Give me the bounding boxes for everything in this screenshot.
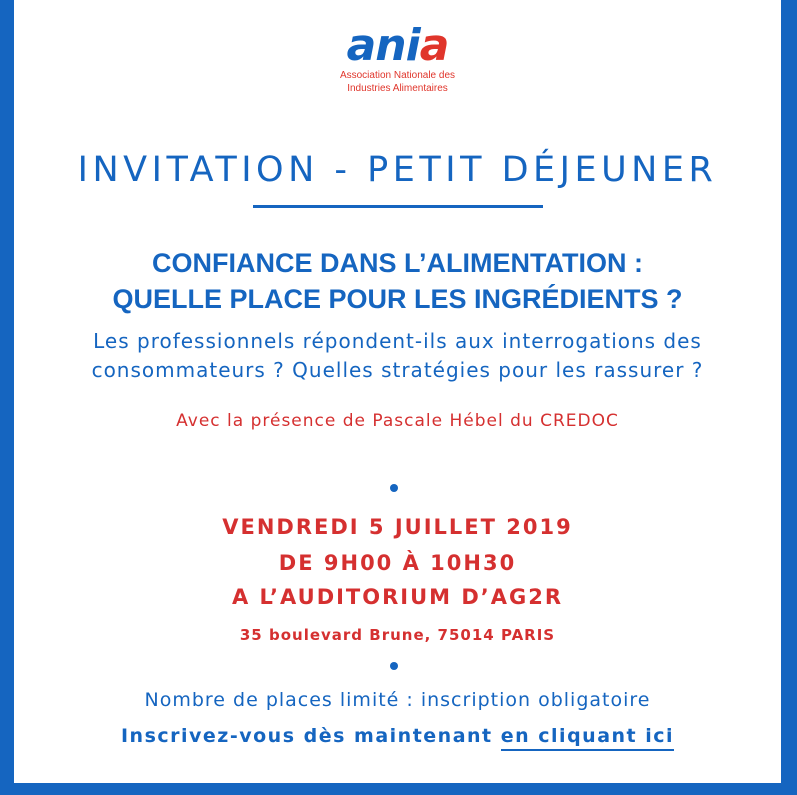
signup-link[interactable]: en cliquant ici xyxy=(501,725,674,751)
event-date: VENDREDI 5 JUILLET 2019 xyxy=(222,515,573,539)
signup-text: Inscrivez-vous dès maintenant xyxy=(120,725,493,747)
subtitle xyxy=(14,245,781,317)
logo-subtitle-line1: Association Nationale des xyxy=(339,70,456,81)
places-limited-notice: Nombre de places limité : inscription obligatoire xyxy=(144,689,651,711)
title-underline xyxy=(253,205,543,208)
logo-word-main: ani xyxy=(346,20,420,71)
question-line1: Les professionnels répondent-ils aux interrogations des xyxy=(93,329,702,353)
question-line2: consommateurs ? Quelles stratégies pour les rassurer ? xyxy=(91,358,704,382)
ania-logo xyxy=(14,20,781,94)
event-venue: A L’AUDITORIUM D’AG2R xyxy=(231,585,564,609)
separator-dot-2 xyxy=(390,662,398,670)
separator-dot-1 xyxy=(390,484,398,492)
logo-wordmark xyxy=(346,20,449,71)
logo-word-accent: a xyxy=(419,20,449,71)
subtitle-line2: QUELLE PLACE POUR LES INGRÉDIENTS ? xyxy=(112,284,683,314)
event-time: DE 9H00 À 10H30 xyxy=(278,551,517,575)
logo-subtitle-line2: Industries Alimentaires xyxy=(347,83,448,94)
event-address: 35 boulevard Brune, 75014 PARIS xyxy=(239,626,556,644)
question-text xyxy=(34,327,761,385)
invitation-card xyxy=(14,0,781,783)
invitation-title: INVITATION - PETIT DÉJEUNER xyxy=(77,150,718,190)
signup-line xyxy=(14,722,781,750)
guest-presence: Avec la présence de Pascale Hébel du CREDOC xyxy=(176,411,619,431)
subtitle-line1: CONFIANCE DANS L’ALIMENTATION : xyxy=(152,248,643,278)
